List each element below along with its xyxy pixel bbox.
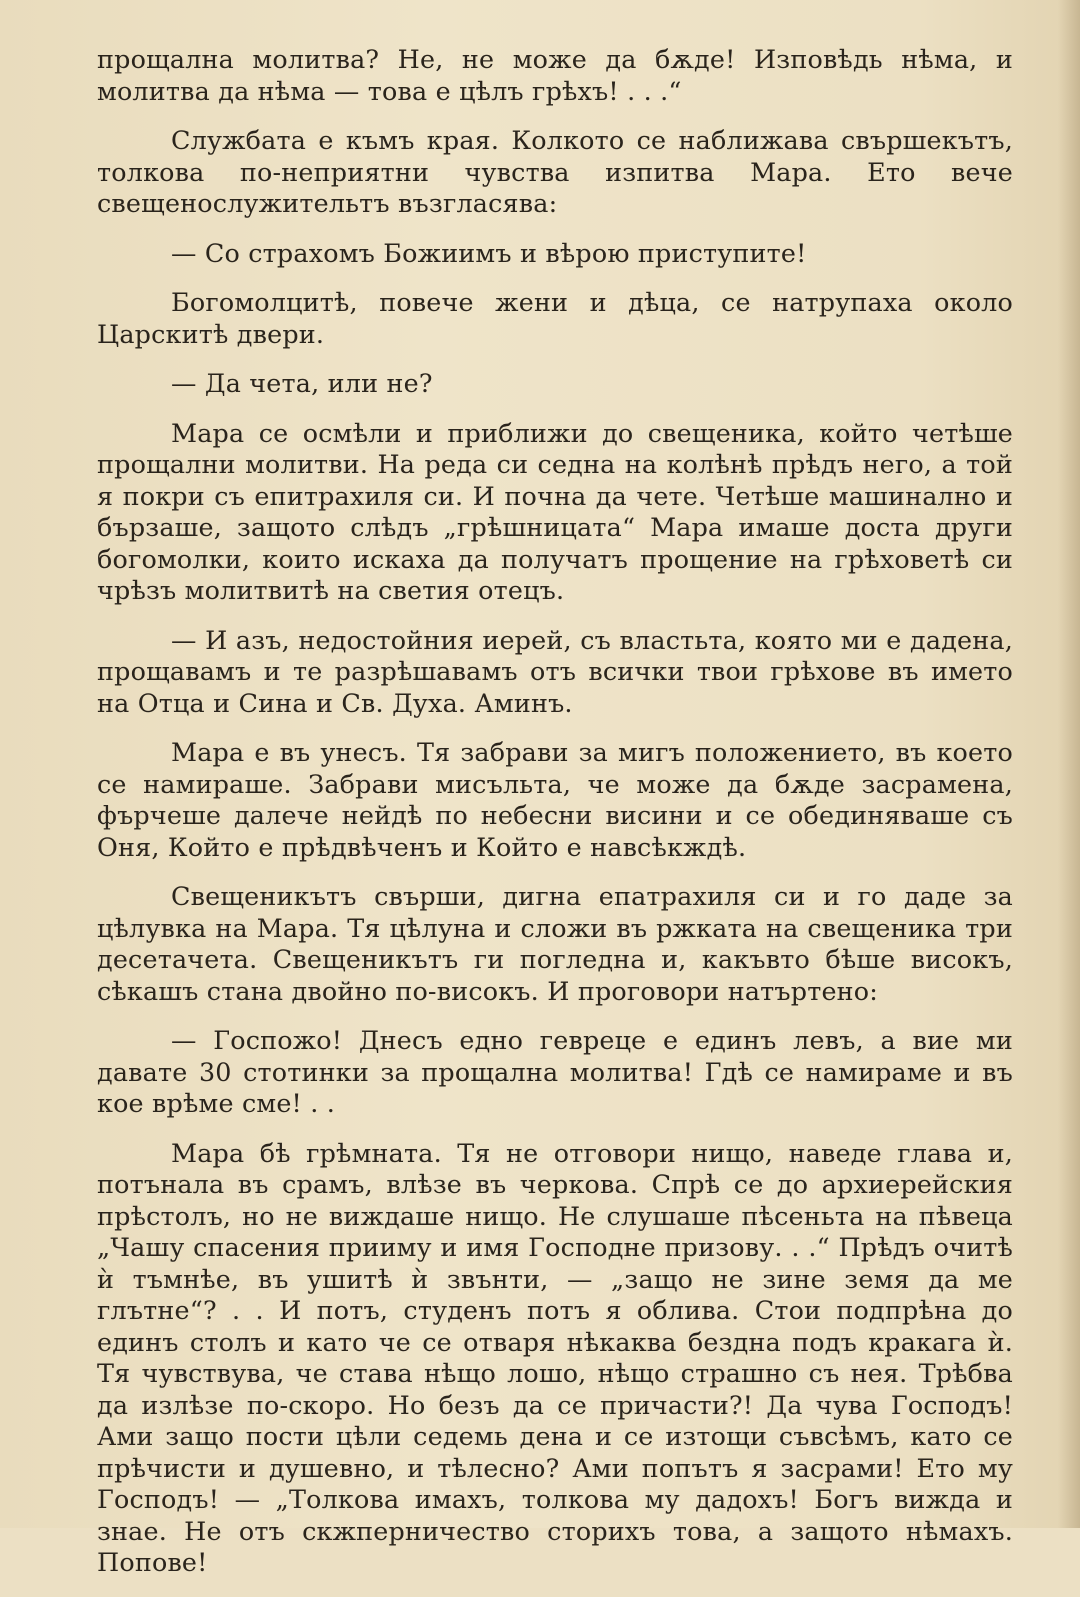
page-edge-shadow [1058, 0, 1080, 1528]
paragraph-continuation: прощална молитва? Не, не може да бѫде! Изповѣдь нѣма, и молитва да нѣма — това е цѣлъ грѣхъ! . . .“ [97, 44, 1013, 106]
paragraph-priest-finishes: Свещеникътъ свърши, дигна епатрахиля си и го даде за цѣлувка на Мара. Тя цѣлуна и сложи въ ржката на свещеника три десетачета. Свещеникътъ ги погледна и, какъвто бѣше високъ, сѣкашъ стана двойно по-високъ. И проговори натъртено: [97, 881, 1013, 1006]
paragraph-mara-approaches: Мара се осмѣли и приближи до свещеника, който четѣше прощални молитви. На реда си седна на колѣнѣ прѣдъ него, а той я покри съ епитрахиля си. И почна да чете. Четѣше машинално и бързаше, защото слѣдъ „грѣшницата“ Мара имаше доста други богомолки, които искаха да получатъ прощение на грѣховетѣ си чрѣзъ молитвитѣ на светия отецъ. [97, 417, 1013, 605]
paragraph-mara-shamed: Мара бѣ грѣмната. Тя не отговори нищо, наведе глава и, потънала въ срамъ, влѣзе въ черкова. Спрѣ се до архиерейския прѣстолъ, но не виждаше нищо. Не слушаше пѣсеньта на пѣвеца „Чашу спасения прииму и имя Господне призову. . .“ Прѣдъ очитѣ ѝ тъмнѣе, въ ушитѣ ѝ звънти, — „защо не зине земя да ме глътне“? . . И потъ, студенъ потъ я облива. Стои подпрѣна до единъ столъ и като че се отваря нѣкаква бездна подъ кракага ѝ. Тя чувствува, че става нѣщо лошо, нѣщо страшно съ нея. Трѣбва да излѣзе по-скоро. Но безъ да се причасти?! Да чува Господъ! Ами защо пости цѣли седемь дена и се изтощи съвсѣмъ, като се прѣчисти и душевно, и тѣлесно? Ами попътъ я засрами! Ето му Господъ! — „Толкова имахъ, толкова му дадохъ! Богъ вижда и знае. Не отъ скжперничество сторихъ това, а защото нѣмахъ. Попове! [97, 1137, 1013, 1577]
paragraph-absolution: — И азъ, недостойния иерей, съ властьта, която ми е дадена, прощавамъ и те разрѣшавамъ отъ всички твои грѣхове въ името на Отца и Сина и Св. Духа. Аминъ. [97, 624, 1013, 718]
paragraph-mara-rapture: Мара е въ унесъ. Тя забрави за мигъ положението, въ което се намираше. Забрави мисъльта, че може да бѫде засрамена, фърчеше далече нейдѣ по небесни висини и се обединяваше съ Оня, Който е прѣдвѣченъ и Който е навсѣкждѣ. [97, 737, 1013, 862]
paragraph-mara-question: — Да чета, или не? [171, 368, 433, 398]
paragraph-service-ending: Службата е къмъ края. Колкото се наближава свършекътъ, толкова по-неприятни чувства изпитва Мара. Ето вече свещенослужительтъ възгласява: [97, 125, 1013, 218]
paragraph-priest-call: — Со страхомъ Божиимъ и вѣрою приступите! [171, 237, 807, 268]
paragraph-worshippers: Богомолцитѣ, повече жени и дѣца, се натрупаха около Царскитѣ двери. [97, 287, 1013, 349]
page-text [97, 44, 1013, 1597]
paragraph-priest-rebuke: — Госпожо! Днесъ едно гевреце е единъ левъ, а вие ми давате 30 стотинки за прощална молитва! Гдѣ се намираме и въ кое врѣме сме! . . [97, 1025, 1013, 1118]
